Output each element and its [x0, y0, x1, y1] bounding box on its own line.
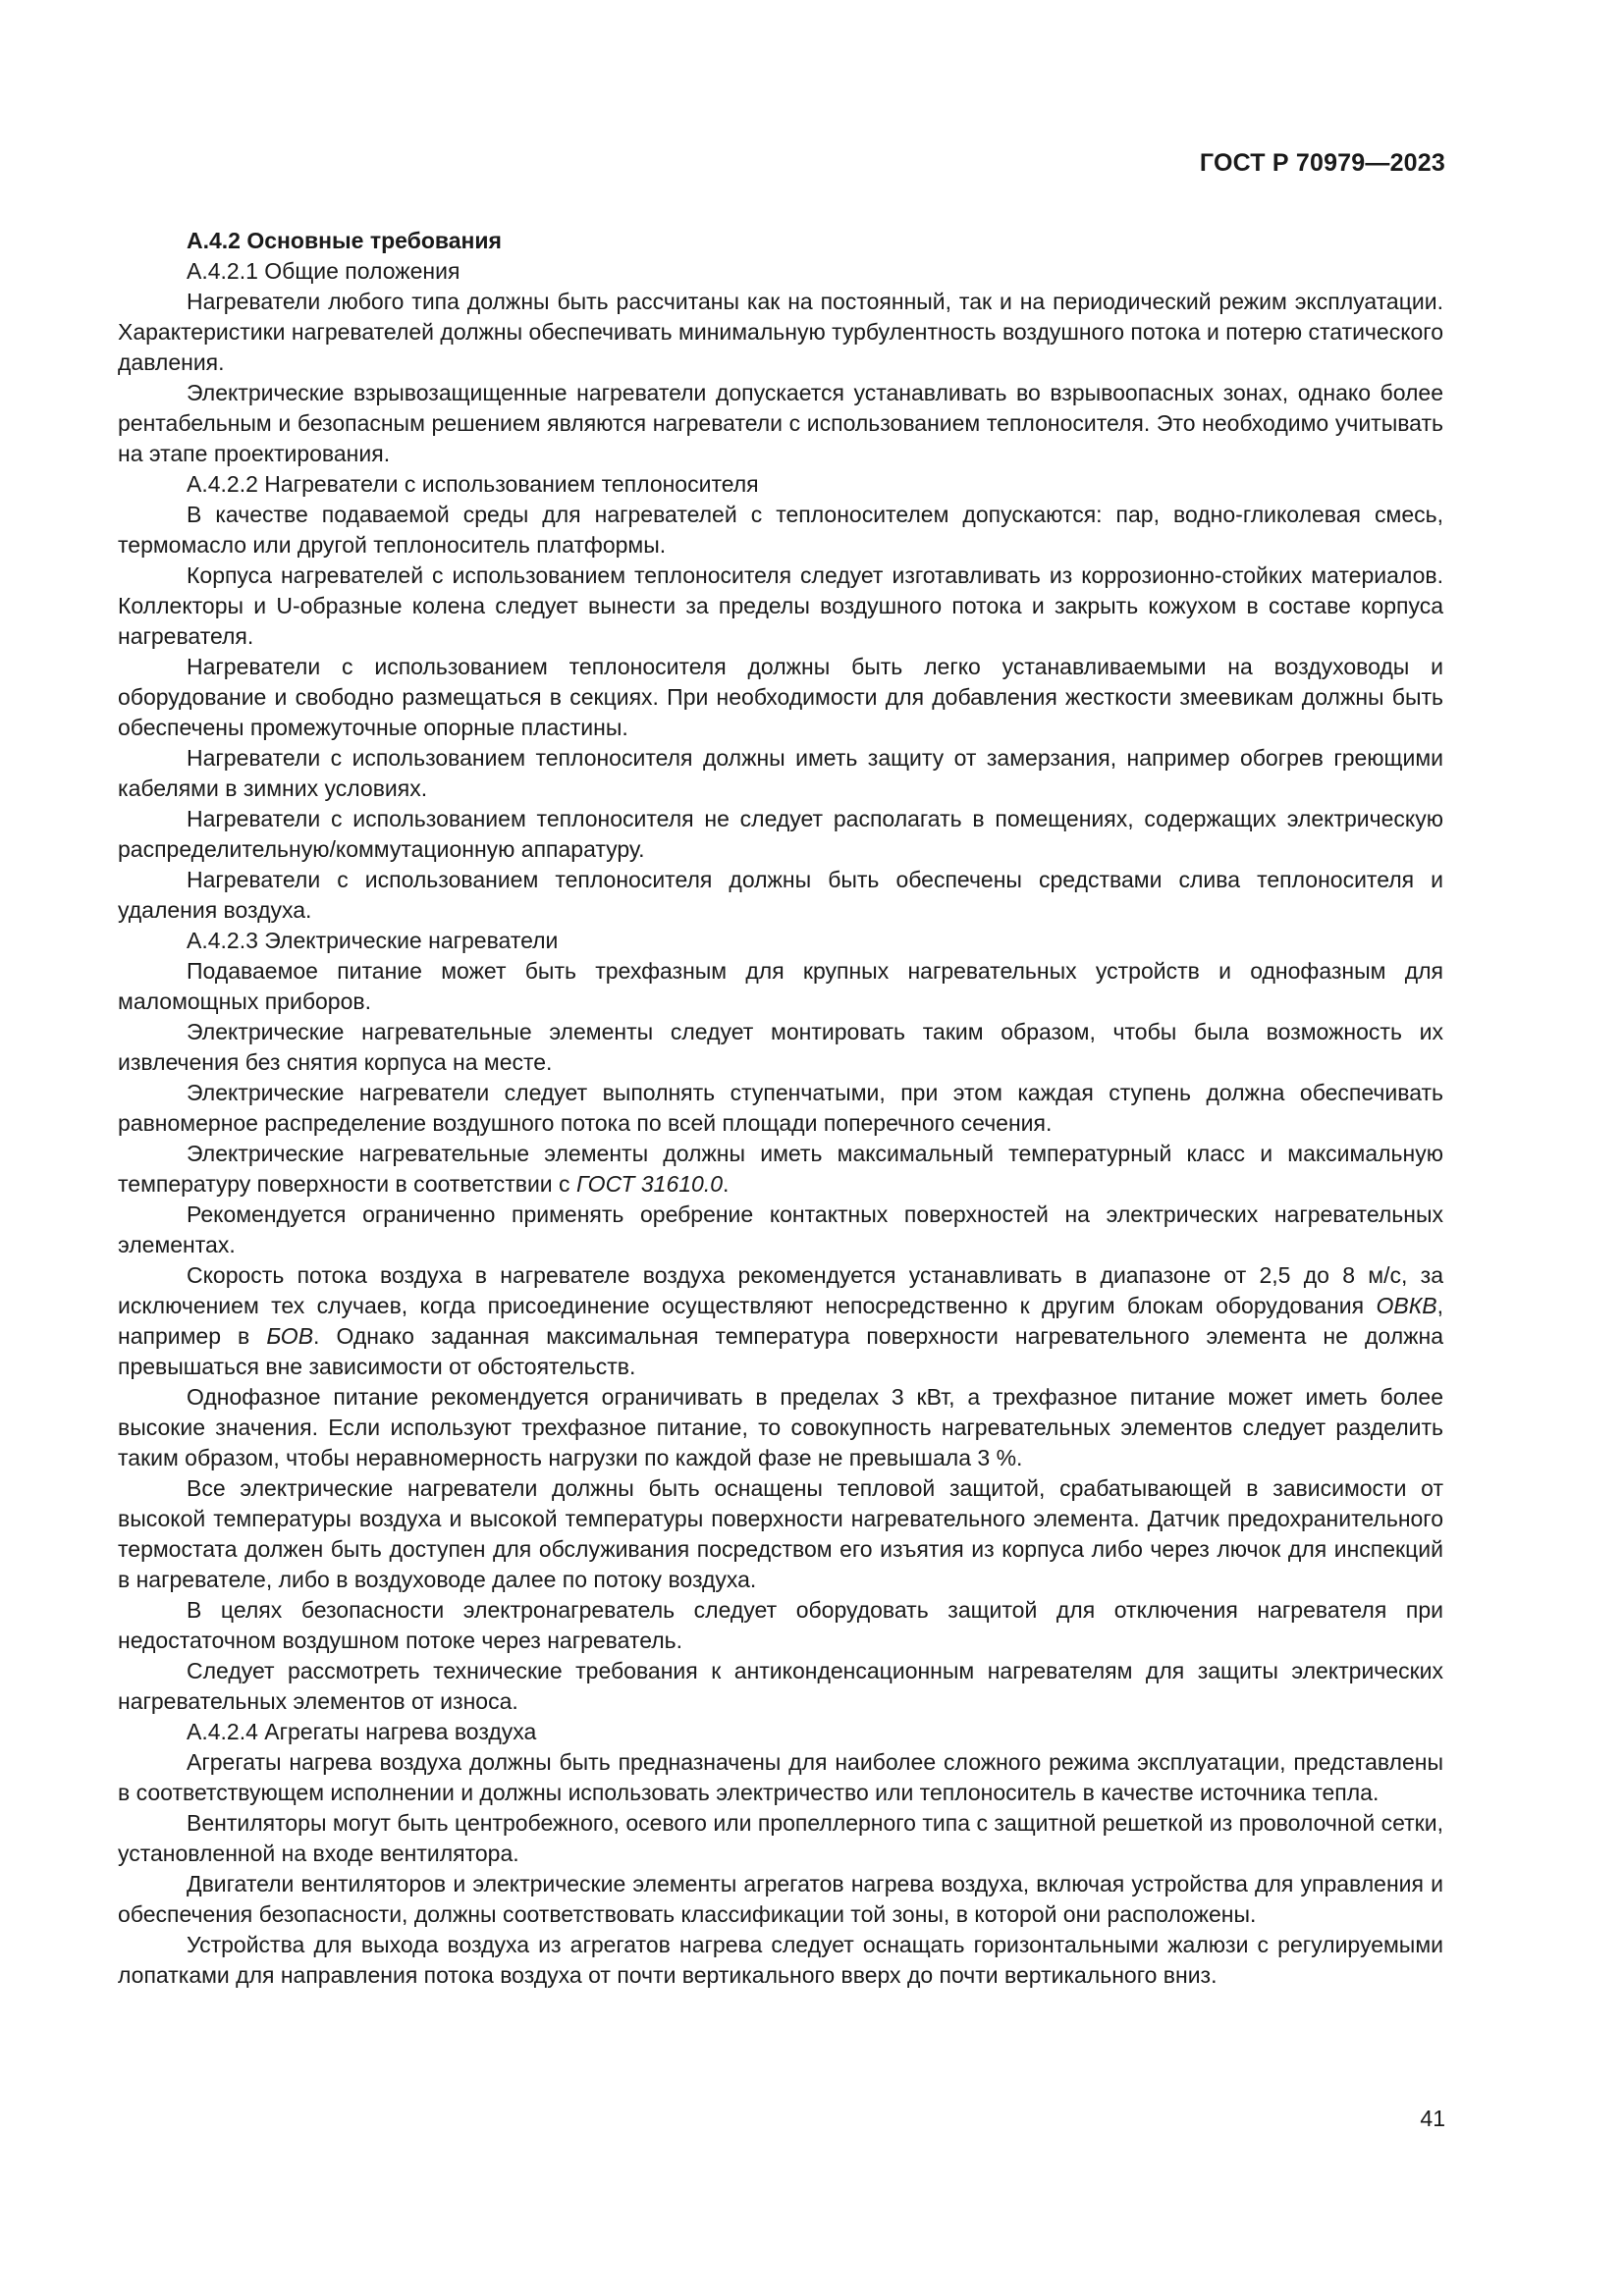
paragraph: Нагреватели с использованием теплоносителя должны быть легко устанавливаемыми на воздуховоды и оборудование и свободно размещаться в секциях. При необходимости для добавления жесткости змеевикам должны быть обеспечены промежуточные опорные пластины. — [118, 654, 1443, 740]
paragraph: Электрические взрывозащищенные нагреватели допускается устанавливать во взрывоопасных зонах, однако более рентабельным и безопасным решением являются нагреватели с использованием теплоносителя. Это необходимо учитывать на этапе проектирования. — [118, 380, 1443, 466]
paragraph: Вентиляторы могут быть центробежного, осевого или пропеллерного типа с защитной решеткой из проволочной сетки, установленной на входе вентилятора. — [118, 1810, 1443, 1866]
paragraph-text: . — [723, 1171, 730, 1197]
paragraph: Нагреватели с использованием теплоносителя должны иметь защиту от замерзания, например обогрев греющими кабелями в зимних условиях. — [118, 745, 1443, 801]
subsection-heading-a422: А.4.2.2 Нагреватели с использованием теплоносителя — [187, 471, 759, 497]
paragraph: В качестве подаваемой среды для нагревателей с теплоносителем допускаются: пар, водно-гликолевая смесь, термомасло или другой теплоноситель платформы. — [118, 502, 1443, 558]
paragraph: Корпуса нагревателей с использованием теплоносителя следует изготавливать из коррозионно-стойких материалов. Коллекторы и U-образные колена следует вынести за пределы воздушного потока и закрыть кожухом в составе корпуса нагревателя. — [118, 562, 1443, 649]
abbreviation-reference: ОВКВ — [1376, 1293, 1437, 1318]
document-code: ГОСТ Р 70979—2023 — [1199, 149, 1445, 177]
paragraph: Электрические нагреватели следует выполнять ступенчатыми, при этом каждая ступень должна обеспечивать равномерное распределение воздушного потока по всей площади поперечного сечения. — [118, 1080, 1443, 1136]
paragraph: В целях безопасности электронагреватель следует оборудовать защитой для отключения нагревателя при недостаточном воздушном потоке через нагреватель. — [118, 1597, 1443, 1653]
paragraph: Однофазное питание рекомендуется ограничивать в пределах 3 кВт, а трехфазное питание может иметь более высокие значения. Если используют трехфазное питание, то совокупность нагревательных элементов следует разделить таким образом, чтобы неравномерность нагрузки по каждой фазе не превышала 3 %. — [118, 1384, 1443, 1470]
paragraph: Нагреватели с использованием теплоносителя должны быть обеспечены средствами слива теплоносителя и удаления воздуха. — [118, 867, 1443, 923]
standard-reference: ГОСТ 31610.0 — [575, 1171, 723, 1197]
page-number: 41 — [1420, 2106, 1445, 2131]
paragraph — [118, 1139, 1443, 1200]
paragraph: Агрегаты нагрева воздуха должны быть предназначены для наиболее сложного режима эксплуатации, представлены в соответствующем исполнении и должны использовать электричество или теплоноситель в качестве источника тепла. — [118, 1749, 1443, 1805]
subsection-heading-a424: А.4.2.4 Агрегаты нагрева воздуха — [187, 1719, 537, 1744]
paragraph: Устройства для выхода воздуха из агрегатов нагрева следует оснащать горизонтальными жалюзи с регулируемыми лопатками для направления потока воздуха от почти вертикального вверх до почти вертикального вниз. — [118, 1932, 1443, 1988]
subsection-heading-a421: А.4.2.1 Общие положения — [187, 258, 460, 284]
paragraph: Все электрические нагреватели должны быть оснащены тепловой защитой, срабатывающей в зависимости от высокой температуры воздуха и высокой температуры поверхности нагревательного элемента. Датчик предохранительного термостата должен быть доступен для обслуживания посредством его изъятия из корпуса либо через лючок для инспекций в нагревателе, либо в воздуховоде далее по потоку воздуха. — [118, 1475, 1443, 1592]
paragraph-text: , например в — [118, 1293, 1443, 1349]
paragraph-text: Скорость потока воздуха в нагревателе воздуха рекомендуется устанавливать в диапазоне от 2,5 до 8 м/с, за исключением тех случаев, когда присоединение осуществляют непосредственно к другим блокам оборудования — [118, 1262, 1443, 1318]
paragraph: Электрические нагревательные элементы следует монтировать таким образом, чтобы была возможность их извлечения без снятия корпуса на месте. — [118, 1019, 1443, 1075]
paragraph: Двигатели вентиляторов и электрические элементы агрегатов нагрева воздуха, включая устройства для управления и обеспечения безопасности, должны соответствовать классификации той зоны, в которой они расположены. — [118, 1871, 1443, 1927]
paragraph-text: . Однако заданная максимальная температура поверхности нагревательного элемента не должна превышаться вне зависимости от обстоятельств. — [118, 1323, 1443, 1379]
paragraph: Подаваемое питание может быть трехфазным для крупных нагревательных устройств и однофазным для маломощных приборов. — [118, 958, 1443, 1014]
paragraph: Следует рассмотреть технические требования к антиконденсационным нагревателям для защиты электрических нагревательных элементов от износа. — [118, 1658, 1443, 1714]
paragraph: Рекомендуется ограниченно применять оребрение контактных поверхностей на электрических нагревательных элементах. — [118, 1201, 1443, 1257]
section-title: А.4.2 Основные требования — [187, 228, 502, 253]
subsection-heading-a423: А.4.2.3 Электрические нагреватели — [187, 928, 559, 953]
paragraph — [118, 1260, 1443, 1382]
paragraph: Нагреватели с использованием теплоносителя не следует располагать в помещениях, содержащих электрическую распределительную/коммутационную аппаратуру. — [118, 806, 1443, 862]
abbreviation-reference: БОВ — [266, 1323, 314, 1349]
document-body — [118, 226, 1443, 1991]
paragraph-text: Электрические нагревательные элементы должны иметь максимальный температурный класс и максимальную температуру поверхности в соответствии с — [118, 1141, 1443, 1197]
paragraph: Нагреватели любого типа должны быть рассчитаны как на постоянный, так и на периодический режим эксплуатации. Характеристики нагревателей должны обеспечивать минимальную турбулентность воздушного потока и потерю статического давления. — [118, 289, 1443, 375]
